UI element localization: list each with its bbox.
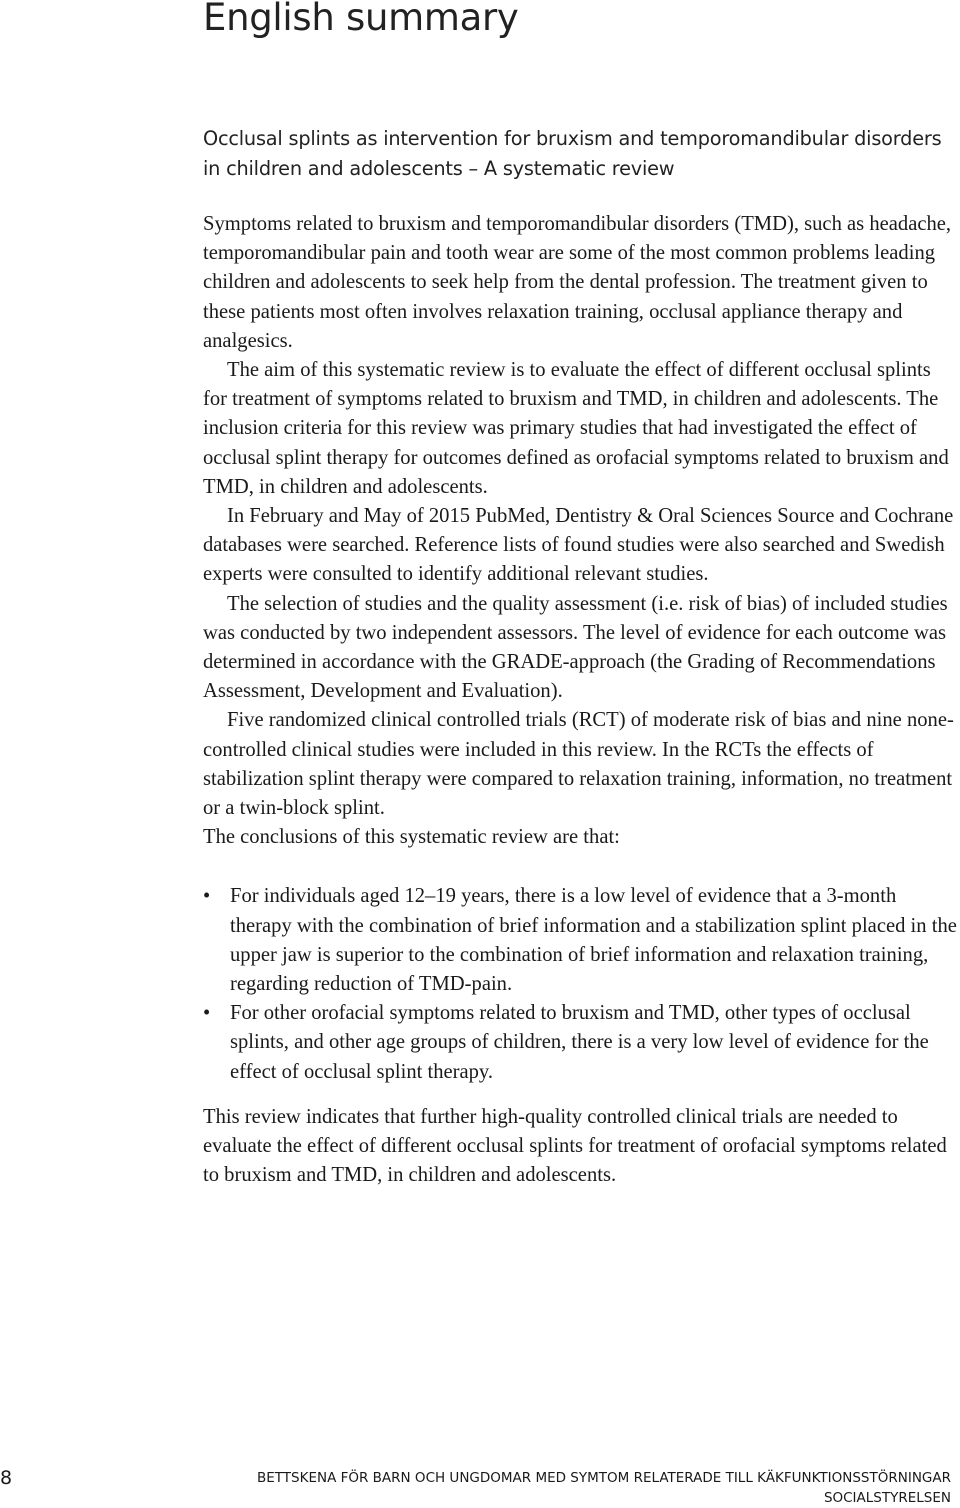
list-item bbox=[203, 999, 957, 1087]
paragraph-results: Five randomized clinical controlled trials (RCT) of moderate risk of bias and nine none-controlled clinical studies were included in this review. In the RCTs the effects of stabilization splint therapy were compared to relaxation training, information, no treatment or a twin-block splint. bbox=[203, 709, 954, 820]
document-subtitle: Occlusal splints as intervention for bruxism and temporomandibular disorders in children and adolescents – A systematic review bbox=[203, 127, 942, 180]
bullet-icon: • bbox=[203, 1002, 211, 1025]
footer-publication-title: BETTSKENA FÖR BARN OCH UNGDOMAR MED SYMTOM RELATERADE TILL KÄKFUNKTIONSSTÖRNINGAR bbox=[256, 1470, 951, 1486]
page-number: 8 bbox=[0, 1467, 13, 1489]
paragraph-search: In February and May of 2015 PubMed, Dentistry & Oral Sciences Source and Cochrane databases were searched. Reference lists of found studies were also searched and Swedish experts were consulted to identify additional relevant studies. bbox=[203, 505, 954, 586]
page-title: English summary bbox=[203, 0, 519, 39]
paragraph-conclusions-lead: The conclusions of this systematic review are that: bbox=[203, 826, 620, 849]
footer-publisher: SOCIALSTYRELSEN bbox=[823, 1490, 951, 1506]
summary-body bbox=[203, 210, 957, 1191]
running-footer bbox=[257, 1468, 951, 1508]
conclusions-list bbox=[203, 882, 957, 1086]
list-item-text: For individuals aged 12–19 years, there is a low level of evidence that a 3-month therapy with the combination of brief information and a stabilization splint placed in the upper jaw is superior to the combination of brief information and relaxation training, regarding reduction of TMD-pain. bbox=[230, 885, 957, 996]
list-item bbox=[203, 882, 957, 999]
paragraph-aim: The aim of this systematic review is to evaluate the effect of different occlusal splints for treatment of symptoms related to bruxism and TMD, in children and adolescents. The inclusion criteria for this review was primary studies that had investigated the effect of occlusal splint therapy for outcomes defined as orofacial symptoms related to bruxism and TMD, in children and adolescents. bbox=[203, 359, 949, 498]
paragraph-intro: Symptoms related to bruxism and temporomandibular disorders (TMD), such as headache, temporomandibular pain and tooth wear are some of the most common problems leading children and adolescents to seek help from the dental profession. The treatment given to these patients most often involves relaxation training, occlusal appliance therapy and analgesics. bbox=[203, 213, 952, 352]
paragraph-selection: The selection of studies and the quality assessment (i.e. risk of bias) of included studies was conducted by two independent assessors. The level of evidence for each outcome was determined in accordance with the GRADE-approach (the Grading of Recommendations Assessment, Development and Evaluation). bbox=[203, 592, 948, 703]
paragraph-closing: This review indicates that further high-quality controlled clinical trials are needed to evaluate the effect of different occlusal splints for treatment of orofacial symptoms related to bruxism and TMD, in children and adolescents. bbox=[203, 1105, 947, 1187]
list-item-text: For other orofacial symptoms related to bruxism and TMD, other types of occlusal splints, and other age groups of children, there is a very low level of evidence for the effect of occlusal splint therapy. bbox=[230, 1002, 929, 1083]
bullet-icon: • bbox=[203, 885, 211, 908]
